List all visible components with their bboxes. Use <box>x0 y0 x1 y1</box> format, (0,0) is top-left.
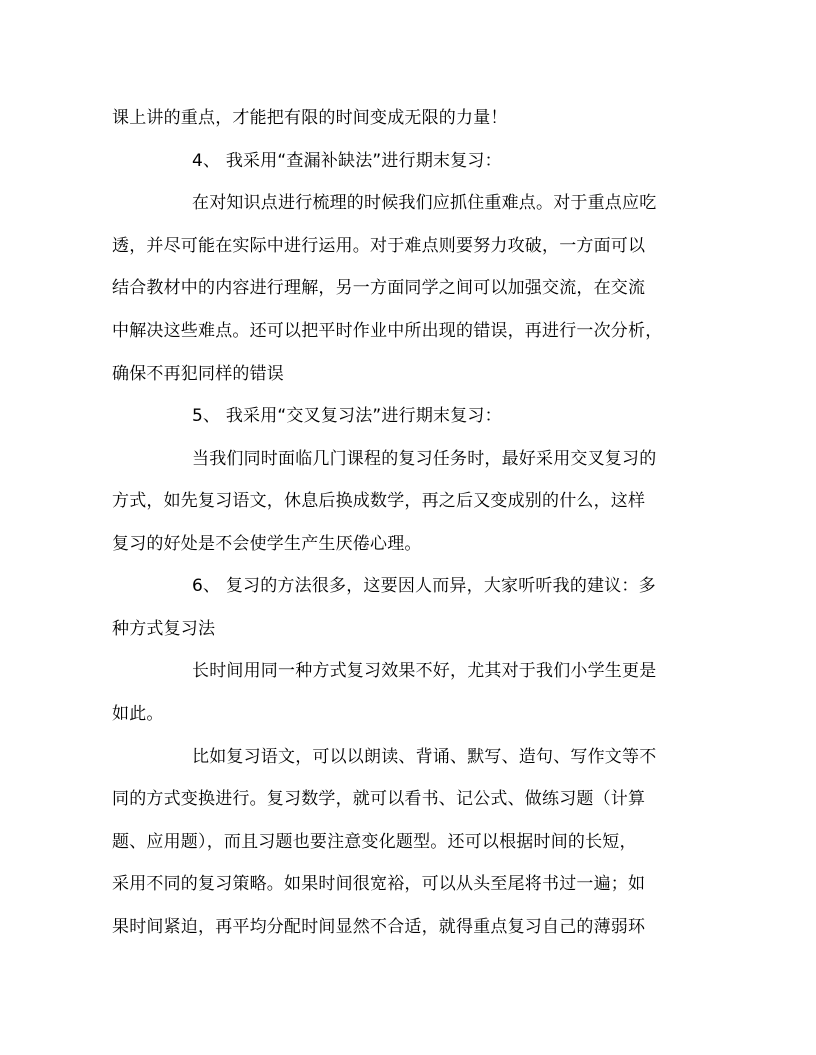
text-line: 中解决这些难点。还可以把平时作业中所出现的错误，再进行一次分析， <box>112 321 663 341</box>
text-line: 如此。 <box>112 704 164 724</box>
text-line: 比如复习语文，可以以朗读、背诵、默写、造句、写作文等不 <box>192 747 657 767</box>
text-line: 采用不同的复习策略。如果时间很宽裕，可以从头至尾将书过一遍；如 <box>112 874 646 894</box>
text-line: 课上讲的重点，才能把有限的时间变成无限的力量！ <box>112 108 508 128</box>
text-line: 题、应用题），而且习题也要注意变化题型。还可以根据时间的长短， <box>112 832 637 852</box>
text-line: 种方式复习法 <box>112 619 216 639</box>
section-heading-5: 5、 我采用“交叉复习法”进行期末复习： <box>192 406 502 426</box>
text-line: 透，并尽可能在实际中进行运用。对于难点则要努力攻破，一方面可以 <box>112 236 646 256</box>
text-line: 确保不再犯同样的错误 <box>112 364 284 384</box>
section-heading-4: 4、 我采用“查漏补缺法”进行期末复习： <box>192 151 502 171</box>
text-line: 结合教材中的内容进行理解，另一方面同学之间可以加强交流，在交流 <box>112 278 646 298</box>
text-line: 当我们同时面临几门课程的复习任务时，最好采用交叉复习的 <box>192 449 657 469</box>
text-line: 复习的好处是不会使学生产生厌倦心理。 <box>112 534 422 554</box>
text-line: 同的方式变换进行。复习数学，就可以看书、记公式、做练习题（计算 <box>112 789 646 809</box>
text-line: 长时间用同一种方式复习效果不好，尤其对于我们小学生更是 <box>192 661 657 681</box>
text-line: 果时间紧迫，再平均分配时间显然不合适，就得重点复习自己的薄弱环 <box>112 917 646 937</box>
section-heading-6: 6、 复习的方法很多，这要因人而异，大家听听我的建议：多 <box>192 576 656 596</box>
text-line: 方式，如先复习语文，休息后换成数学，再之后又变成别的什么，这样 <box>112 491 646 511</box>
text-line: 在对知识点进行梳理的时候我们应抓住重难点。对于重点应吃 <box>192 193 657 213</box>
